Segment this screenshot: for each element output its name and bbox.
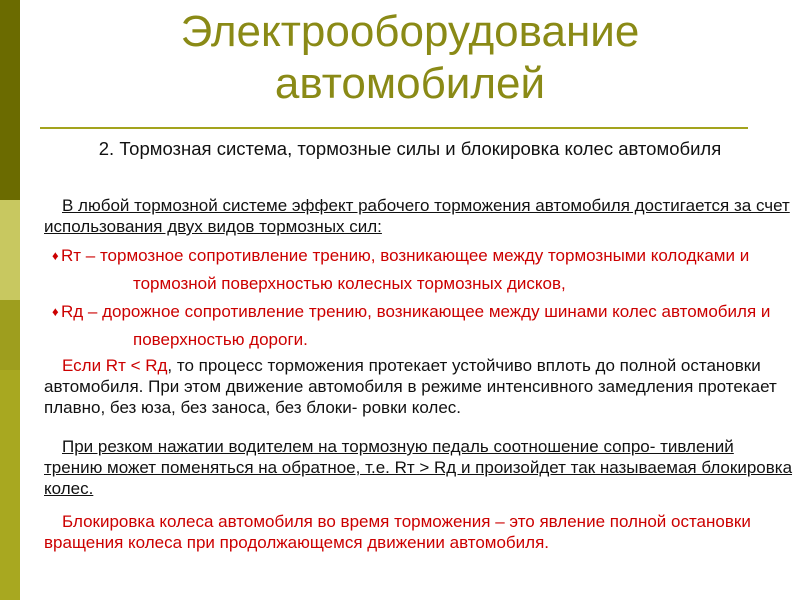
slide-subtitle: 2. Тормозная система, тормозные силы и блокировка колес автомобиля bbox=[98, 138, 722, 159]
intro-text: В любой тормозной системе эффект рабочего торможения автомобиля достигается за счет использования двух видов тормозных сил: bbox=[44, 196, 790, 236]
sidebar-block-top bbox=[0, 0, 20, 200]
bullet-item-rt bbox=[44, 242, 796, 298]
stable-braking-paragraph bbox=[44, 355, 794, 418]
diamond-bullet-icon: ♦ bbox=[52, 248, 59, 263]
stable-braking-text: , то процесс торможения протекает устойчиво вплоть до полной остановки автомобиля. При этом движение автомобиля в режиме интенсивного замедления протекает плавно, без юза, без заноса, без блоки- ровки колес. bbox=[44, 356, 777, 417]
intro-paragraph bbox=[44, 195, 794, 237]
bullet-text-rt: Rт – тормозное сопротивление трению, возникающее между тормозными колодками и тормозной поверхностью колесных тормозных дисков, bbox=[61, 246, 750, 293]
wheel-lock-paragraph bbox=[44, 511, 794, 553]
bullet-item-rd bbox=[44, 298, 796, 354]
sidebar-block-bottom bbox=[0, 370, 20, 600]
diamond-bullet-icon: ♦ bbox=[52, 304, 59, 319]
sidebar-decoration bbox=[0, 0, 20, 600]
slide-title: Электрооборудование автомобилей bbox=[180, 7, 640, 108]
bullet-text-rd: Rд – дорожное сопротивление трению, возникающее между шинами колес автомобиля и поверхностью дороги. bbox=[61, 302, 771, 349]
sidebar-block-light bbox=[0, 200, 20, 300]
wheel-lock-text: Блокировка колеса автомобиля во время торможения – это явление полной остановки вращения колеса при продолжающемся движении автомобиля. bbox=[44, 512, 751, 552]
sharp-braking-text: При резком нажатии водителем на тормозную педаль соотношение сопро- тивлений трению может поменяться на обратное, т.е. Rт > Rд и произойдет так называемая блокировка колес. bbox=[44, 437, 793, 498]
sidebar-block-mid bbox=[0, 300, 20, 370]
title-divider bbox=[40, 127, 748, 129]
sharp-braking-paragraph bbox=[44, 436, 794, 499]
stable-condition-text: Если Rт < Rд bbox=[62, 356, 168, 375]
